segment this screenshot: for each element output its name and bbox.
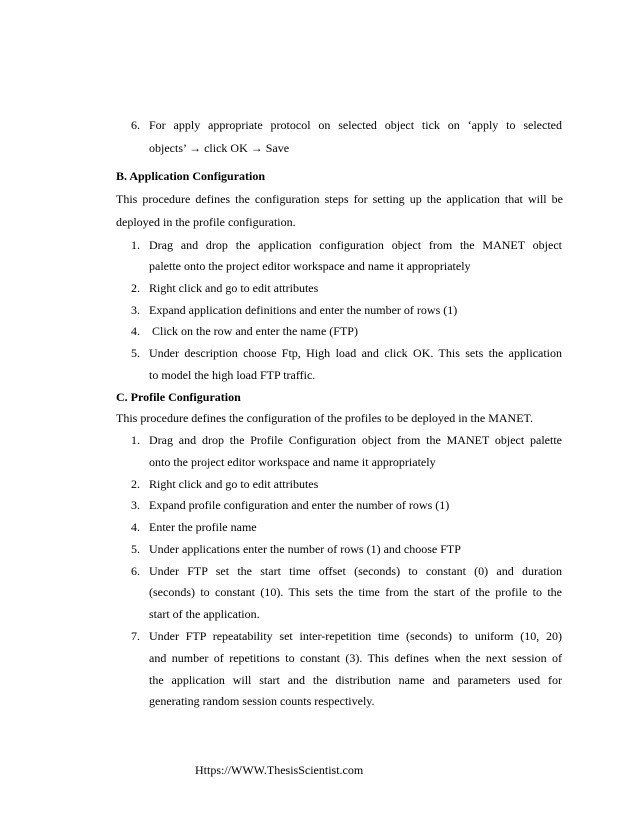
section-b-desc-line-2: deployed in the profile configuration. [116,215,296,229]
section-c-heading: C. Profile Configuration [116,390,241,404]
section-c-step-text: Under FTP set the start time offset (seconds) to constant (0) and duration [149,564,562,578]
section-b-heading: B. Application Configuration [116,169,266,183]
section-c-step-text: onto the project editor workspace and name it appropriately [149,455,436,469]
section-c-step-text: Drag and drop the Profile Configuration object from the MANET object palette [149,433,562,447]
section-b-step-number: 3. [131,303,140,317]
section-b-step-number: 5. [131,346,140,360]
intro-step-number: 6. [131,118,140,132]
section-c-step-text: and number of repetitions to constant (3). This defines when the next session of [149,651,562,665]
section-c-step-text: Expand profile configuration and enter the number of rows (1) [149,498,450,512]
section-b-step-text: Expand application definitions and enter the number of rows (1) [149,303,458,317]
section-c-step-text: (seconds) to constant (10). This sets the time from the start of the profile to the [149,585,562,599]
section-c-step-text: Under FTP repeatability set inter-repetition time (seconds) to uniform (10, 20) [149,629,562,643]
intro-step-line-2: objects’ → click OK → Save [149,141,290,155]
section-c-step-text: generating random session counts respectively. [149,694,375,708]
section-b-desc-line-1: This procedure defines the configuration steps for setting up the application that will be [116,192,563,206]
section-c-step-text: Enter the profile name [149,520,257,534]
section-b-step-text: Under description choose Ftp, High load and click OK. This sets the application [149,346,562,360]
section-b-step-text: Drag and drop the application configuration object from the MANET object [149,238,562,252]
section-c-step-text: the application will start and the distribution name and parameters used for [149,673,562,687]
section-c-step-number: 7. [131,629,140,643]
section-c-step-number: 1. [131,433,140,447]
section-c-step-text: Right click and go to edit attributes [149,477,319,491]
section-c-step-text: Under applications enter the number of rows (1) and choose FTP [149,542,461,556]
section-b-step-text: to model the high load FTP traffic. [149,368,316,382]
section-b-step-text: Right click and go to edit attributes [149,281,319,295]
section-c-step-number: 5. [131,542,140,556]
section-c-step-number: 6. [131,564,140,578]
section-b-step-number: 2. [131,281,140,295]
section-b-step-text: palette onto the project editor workspace and name it appropriately [149,259,471,273]
section-b-step-text: Click on the row and enter the name (FTP) [149,324,358,338]
section-c-step-text: start of the application. [149,607,260,621]
section-c-desc-line-1: This procedure defines the configuration of the profiles to be deployed in the MANET. [116,411,533,425]
footer-url: Https://WWW.ThesisScientist.com [195,763,364,777]
section-c-step-number: 4. [131,520,140,534]
intro-step-line-1: For apply appropriate protocol on selected object tick on ‘apply to selected [149,118,562,132]
section-b-step-number: 4. [131,324,140,338]
section-b-step-number: 1. [131,238,140,252]
section-c-step-number: 3. [131,498,140,512]
section-c-step-number: 2. [131,477,140,491]
